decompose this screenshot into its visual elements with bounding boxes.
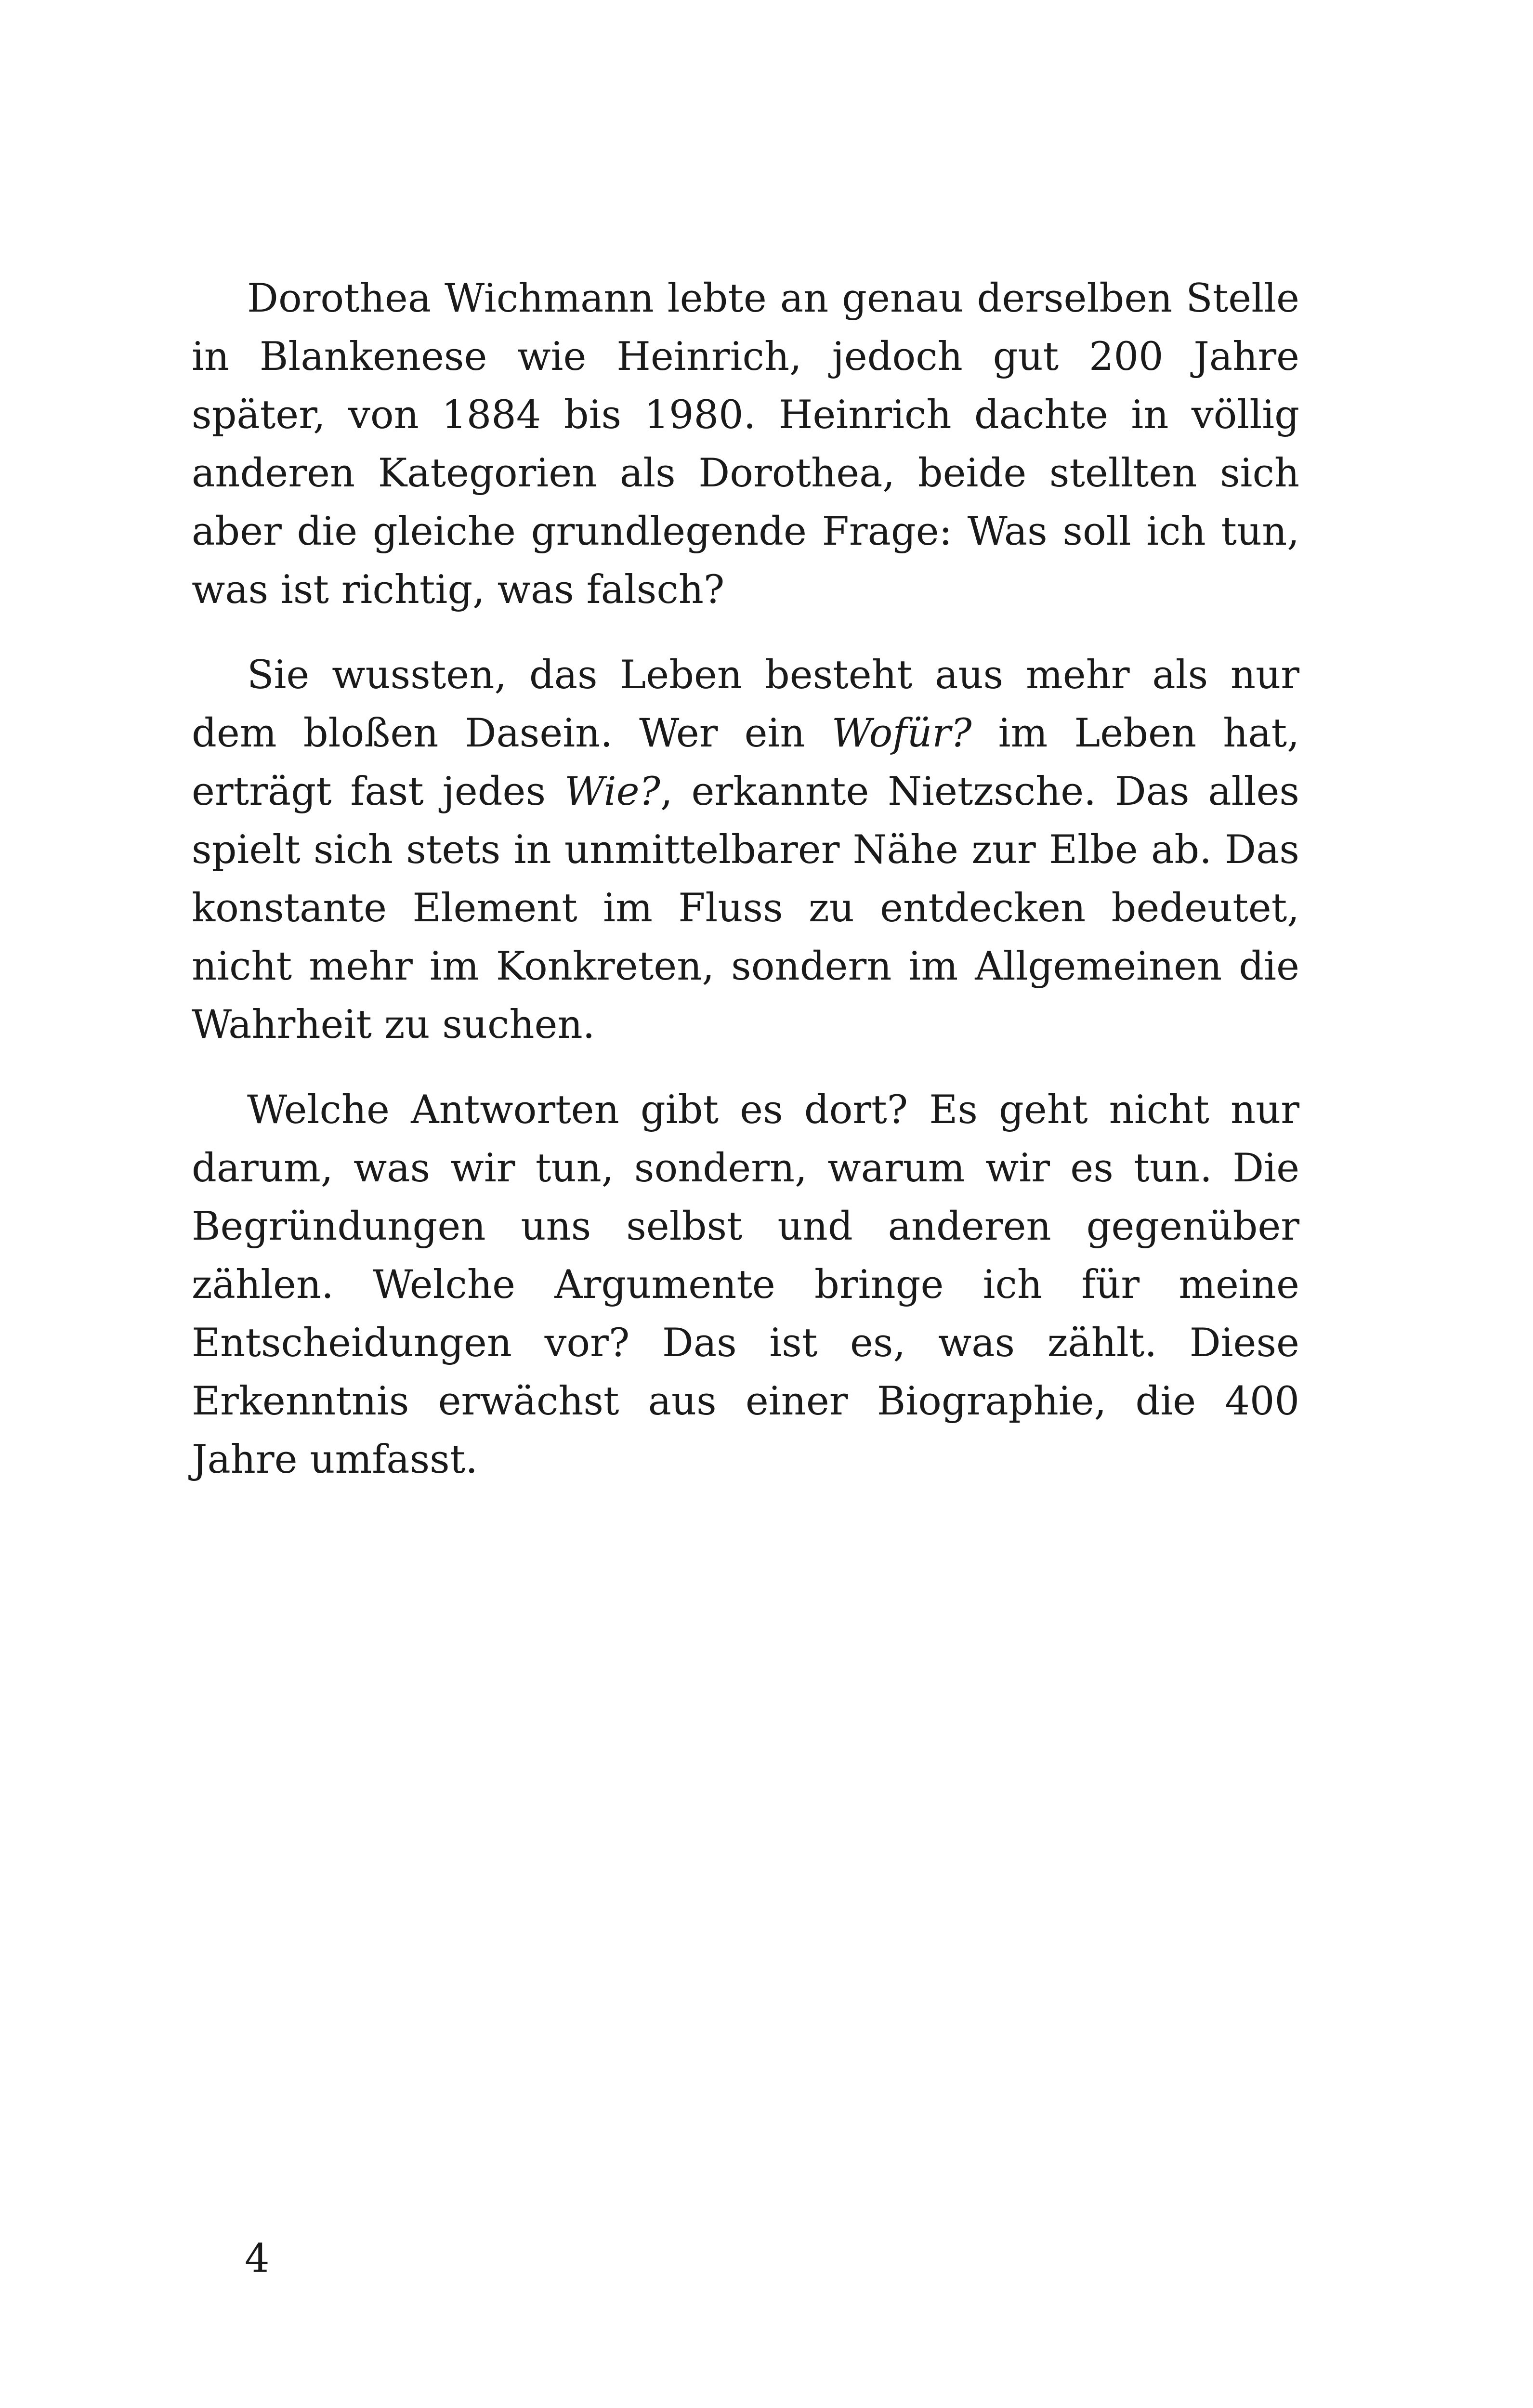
paragraph-1: Dorothea Wichmann lebte an genau derselben Stelle in Blankenese wie Heinrich, jedoch gut 200 Jahre später, von 1884 bis 1980. Heinrich dachte in völlig anderen Kategorien als Dorothea, beide stellten sich aber die gleiche grundlegende Frage: Was soll ich tun, was ist richtig, was falsch? <box>192 276 1299 613</box>
paragraph-2-part-3: , erkannte Nietzsche. Das alles spielt sich stets in unmittelbarer Nähe zur Elbe ab. Das konstante Element im Fluss zu entdecken bedeutet, nicht mehr im Konkreten, sondern im Allgemeinen die Wahrheit zu suchen. <box>192 769 1299 1047</box>
paragraph-2-part-1: Sie wussten, das Leben besteht aus mehr als nur dem bloßen Dasein. Wer ein <box>192 653 1299 756</box>
paragraph-2 <box>192 646 1299 1054</box>
paragraph-2-part-2: im Leben hat, erträgt fast jedes <box>192 711 1299 814</box>
page-number: 4 <box>245 2236 270 2281</box>
paragraph-2-italic-wofuer: Wofür? <box>831 711 972 756</box>
paragraph-2-italic-wie: Wie? <box>564 769 660 814</box>
paragraph-3: Welche Antworten gibt es dort? Es geht nicht nur darum, was wir tun, sondern, warum wir es tun. Die Begründungen uns selbst und anderen gegenüber zählen. Welche Argumente bringe ich für meine Entscheidungen vor? Das ist es, was zählt. Diese Erkenntnis erwächst aus einer Biographie, die 400 Jahre umfasst. <box>192 1087 1299 1482</box>
body-text <box>192 270 1299 1516</box>
